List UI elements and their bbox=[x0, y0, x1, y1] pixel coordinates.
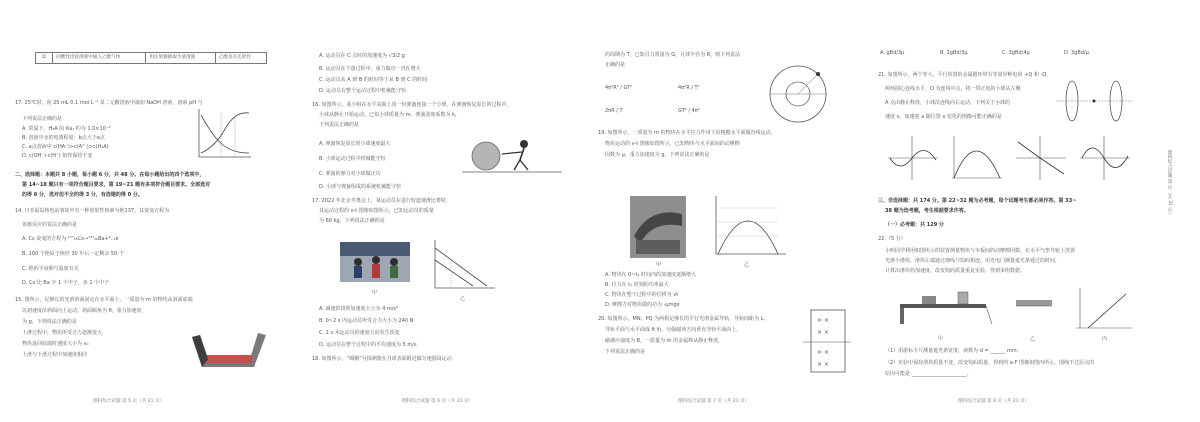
question-17-text: 为 60 kg，下列说法正确的是 bbox=[319, 218, 385, 224]
option-a: A. 常温下，H₂A 的 Ka₁ 约为 1.0×10⁻² bbox=[22, 126, 111, 132]
figure-label: 甲 bbox=[938, 336, 944, 342]
question-18-text: 的周期为 T，已知引力常量为 G，月球半径为 R，则下列说法 bbox=[605, 52, 741, 58]
option-c: C. a点溶液中 c(HA⁻)>c(A²⁻)>c(H₂A) bbox=[22, 144, 109, 150]
question-21: 21. 如图所示，两个等大、平行放置的金属圆环带有等量异种电荷 +Q 和 -Q， bbox=[878, 72, 1052, 78]
question-20: 20. 如图所示，MN、PQ 为两根足够长的平行光滑金属导轨，导轨间距为 L， bbox=[598, 316, 769, 322]
spring-ball-illustration bbox=[462, 134, 562, 176]
question-15-text: 物块返回底端时速度大小为 v₀ bbox=[22, 341, 89, 347]
option-b: B. 运动员在下落过程中，重力做功一直在增大 bbox=[319, 66, 421, 72]
option-c: C. 运动员从 A 到 B 的时间等于从 B 到 C 的时间 bbox=[319, 77, 428, 83]
answer-table bbox=[35, 52, 267, 64]
question-22-ask: 原因可能是 ______________________。 bbox=[885, 371, 972, 377]
question-19-text: 物块运动的 v-t 图像如图所示，已知物块与水平面间的动摩擦 bbox=[605, 141, 740, 147]
question-18-text: 正确的是 bbox=[605, 62, 626, 68]
question-22: 22.（5 分） bbox=[878, 236, 906, 242]
option-c: C. 3gBd/4μ bbox=[1002, 50, 1030, 56]
question-21-text: 两环圆心连线水平，O 为连线中点，将一带正电的小球从左侧 bbox=[885, 86, 1021, 92]
section-3-text: （一）必考题：共 129 分 bbox=[885, 222, 944, 228]
option-a: A. Cs 衰变的方程为 ¹³⁷₅₅Cs→¹³⁷₅₆Ba+⁰₋₁e bbox=[22, 236, 119, 242]
question-15-text: 以初速度沿斜面向上运动，斜面倾角为 θ，重力加速度 bbox=[22, 308, 142, 314]
svg-text:× ×: × × bbox=[817, 329, 829, 336]
option-c: C. 弹簧的弹力对小球做正功 bbox=[319, 171, 381, 177]
option-c: C. 2 s 末运动员的速度方向发生改变 bbox=[319, 330, 400, 336]
section-2-text: 的得 6 分，选对但不全的得 3 分，有选错的得 0 分。 bbox=[22, 192, 143, 198]
track-illustration bbox=[188, 327, 270, 375]
table-cell: 乙醇具有还原性 bbox=[215, 53, 266, 64]
svg-text:× ×: × × bbox=[817, 361, 829, 368]
question-16-text: 小球从静止开始运动，已知小球质量为 m，弹簧劲度系数为 k， bbox=[319, 112, 460, 118]
figure-label-yi: 乙 bbox=[744, 262, 750, 268]
question-15-text: 为 g，下列说法正确的是 bbox=[22, 319, 77, 325]
section-2-text: 第 14~18 题只有一项符合题目要求，第 19~21 题有多项符合题目要求。全部选对 bbox=[22, 182, 211, 188]
question-17: 17. 25℃时，向 25 mL 0.1 mol·L⁻¹ 某二元酸溶液中滴加 NaOH 溶液，溶液 pH 与 bbox=[15, 100, 203, 106]
vertical-margin-text: 理科综合试题 第 页（共 21 页） bbox=[1167, 150, 1172, 217]
option-b: B. 0~2 s 内运动员所受合力大小为 240 N bbox=[319, 318, 414, 324]
question-19: 19. 如图所示，一质量为 m 的物块在水平拉力作用下沿粗糙水平面做直线运动， bbox=[598, 130, 776, 136]
question-21-text: A 点由静止释放，小球沿连线向右运动，下列关于小球的 bbox=[885, 100, 1011, 106]
svg-text:× ×: × × bbox=[817, 349, 829, 356]
formula-b: 4π²R / T² bbox=[678, 85, 700, 91]
option-b: B. 100 个铯原子核经 30 年后一定剩余 50 个 bbox=[22, 251, 124, 257]
question-22-text: 小明同学利用如图所示的装置测量物块与木板间的动摩擦因数，在水平气垫导轨上放置 bbox=[885, 248, 1076, 254]
question-14: 14. 日本福岛核电站事故中有一种放射性核素为铯137，其衰变方程为 bbox=[15, 208, 170, 214]
figure-label: 丙 bbox=[1102, 336, 1108, 342]
exam-page-3 bbox=[598, 0, 868, 422]
formula-d: GT² / 4π² bbox=[678, 108, 700, 114]
question-15-text: 上滑与下滑过程中加速度相同 bbox=[22, 352, 88, 358]
option-b: B. 小球运动过程中机械能守恒 bbox=[319, 156, 386, 162]
figure-label-jia: 甲 bbox=[656, 262, 662, 268]
question-20-text: 导轨平面与水平面成 θ 角，匀强磁场方向垂直导轨平面向上， bbox=[605, 327, 742, 333]
magnetic-field-diagram bbox=[803, 306, 851, 376]
vt-graph bbox=[427, 238, 497, 296]
question-17: 17. 2022 年北京冬奥会上，某运动员在进行短道速滑比赛时， bbox=[312, 198, 451, 204]
figure-label-jia: 甲 bbox=[372, 290, 378, 296]
experiment-figures bbox=[896, 284, 1136, 334]
option-d: D. 3gBd/μ bbox=[1064, 50, 1089, 56]
section-3-text: 38 题为选考题，考生根据要求作答。 bbox=[885, 208, 969, 214]
option-b: B. 溶液中水的电离程度：b点大于a点 bbox=[22, 135, 105, 141]
question-14-stem: 该核反应的说法正确的是 bbox=[22, 222, 78, 228]
option-a: A. 运动员在 C 点时的加速度为 √3/2 g bbox=[319, 53, 405, 59]
orbit-diagram bbox=[766, 62, 830, 126]
exam-page-2 bbox=[312, 0, 580, 422]
question-15: 15. 图所示，足够长的光滑斜面固定在水平面上，一质量为 m 的物块从斜面底端 bbox=[15, 297, 193, 303]
rings-diagram bbox=[1056, 78, 1132, 124]
question-22-ask: （1）用游标卡尺测量遮光条宽度，读数为 d = ______ mm； bbox=[885, 348, 1022, 354]
exam-page-4 bbox=[878, 0, 1140, 422]
figure-label-yi: 乙 bbox=[460, 296, 466, 302]
question-22-ask: （2）实验中保持滑块质量不变，改变钩码质量，得到的 a-F 图像如图丙所示，图线不过原点的 bbox=[885, 360, 1095, 366]
question-21-text: 速度 v、加速度 a 随位置 x 变化的图像可能正确的是 bbox=[885, 114, 1002, 120]
option-d: D. 摩擦力对物块做的功为 -μmgx bbox=[605, 302, 680, 308]
ph-graph bbox=[193, 107, 253, 162]
option-a: A. 物块在 0~t₁ 时间内的加速度逐渐增大 bbox=[605, 272, 697, 278]
question-20-text: 下列说法正确的是 bbox=[605, 349, 646, 355]
skating-photo bbox=[340, 242, 410, 282]
question-16: 16. 如图所示，某小组在水平桌面上用一轻弹簧连接一个小球，在弹簧恢复原长的过程中， bbox=[312, 102, 512, 108]
option-b: B. 拉力在 t₁ 时刻的功率最大 bbox=[605, 282, 669, 288]
section-3-title: 三、非选择题：共 174 分。第 22~32 题为必考题，每个试题考生都必须作答。第 33~ bbox=[878, 198, 1077, 204]
question-20-text: 磁感应强度为 B，一质量为 m 的金属棒从静止释放， bbox=[605, 338, 724, 344]
question-22-text: 计算出滑块的加速度，改变钩码质量重复实验，得到多组数据。 bbox=[885, 268, 1026, 274]
page-footer: 理科综合试题 第 5 页（共 21 页） bbox=[93, 399, 165, 404]
page-footer: 理科综合试题 第 8 页（共 21 页） bbox=[958, 399, 1030, 404]
formula-a: 4π²R³ / GT² bbox=[605, 85, 633, 91]
option-a: A. 减速阶段的加速度大小为 4 m/s² bbox=[319, 306, 399, 312]
question-17-text: 其运动过程的 v-t 图像如图所示，已知运动员的质量 bbox=[319, 208, 434, 214]
page-footer: 理科综合试题 第 6 页（共 21 页） bbox=[402, 399, 474, 404]
page-footer: 理科综合试题 第 7 页（共 21 页） bbox=[678, 399, 750, 404]
figure-label: 乙 bbox=[1030, 336, 1036, 342]
table-row-label: D bbox=[36, 53, 53, 64]
option-d: D. 运动员在整个运动过程中机械能守恒 bbox=[319, 88, 407, 94]
formula-c: 2πR / T bbox=[605, 108, 623, 114]
option-d: D. 运动员在整个过程中的平均速度为 5 m/s bbox=[319, 342, 417, 348]
exam-page-1 bbox=[15, 0, 280, 422]
answer-graphs bbox=[882, 134, 1134, 182]
option-d: D. Cs 比 Ba 少 1 个中子，多 1 个中子 bbox=[22, 280, 110, 286]
gym-photo bbox=[630, 196, 686, 258]
option-c: C. 物块在整个过程中的位移为 vt bbox=[605, 292, 679, 298]
table-cell: 用注射器抽取少量溶液 bbox=[146, 53, 215, 64]
question-15-text: 上滑过程中，物块所受合力逐渐变大 bbox=[22, 330, 103, 336]
option-c: C. 铯的半衰期与温度有关 bbox=[22, 266, 79, 272]
option-a: A. 弹簧恢复原长时小球速度最大 bbox=[319, 141, 391, 147]
section-2-title: 二、选择题：本题共 8 小题，每小题 6 分，共 48 分。在每小题给出的四个选项中， bbox=[15, 172, 205, 178]
option-b: B. 2gBd/3μ bbox=[940, 50, 968, 56]
option-d: D. 小球与弹簧组成的系统机械能守恒 bbox=[319, 184, 402, 190]
arc-graph bbox=[708, 194, 788, 260]
option-a: A. gBd/3μ bbox=[880, 50, 905, 56]
question-17-stem: 下列说法正确的是 bbox=[22, 116, 63, 122]
svg-text:× ×: × × bbox=[817, 317, 829, 324]
question-16-text: 下列说法正确的是 bbox=[319, 122, 360, 128]
table-cell: 向酸性比较溶液中通入乙醇气体 bbox=[53, 53, 146, 64]
question-18: 18. 如图所示，“嫦娥”号探测器在月球表面附近做匀速圆周运动 bbox=[312, 356, 452, 362]
question-22-text: 光滑小滑块，滑块左端通过细线与钩码相连，用光电门测量遮光条通过的时间， bbox=[885, 258, 1061, 264]
question-19-text: 因数为 μ，重力加速度为 g，下列说法正确的是 bbox=[605, 152, 710, 158]
option-d: D. c(OH⁻)·c(H⁺) 始终保持不变 bbox=[22, 153, 93, 159]
